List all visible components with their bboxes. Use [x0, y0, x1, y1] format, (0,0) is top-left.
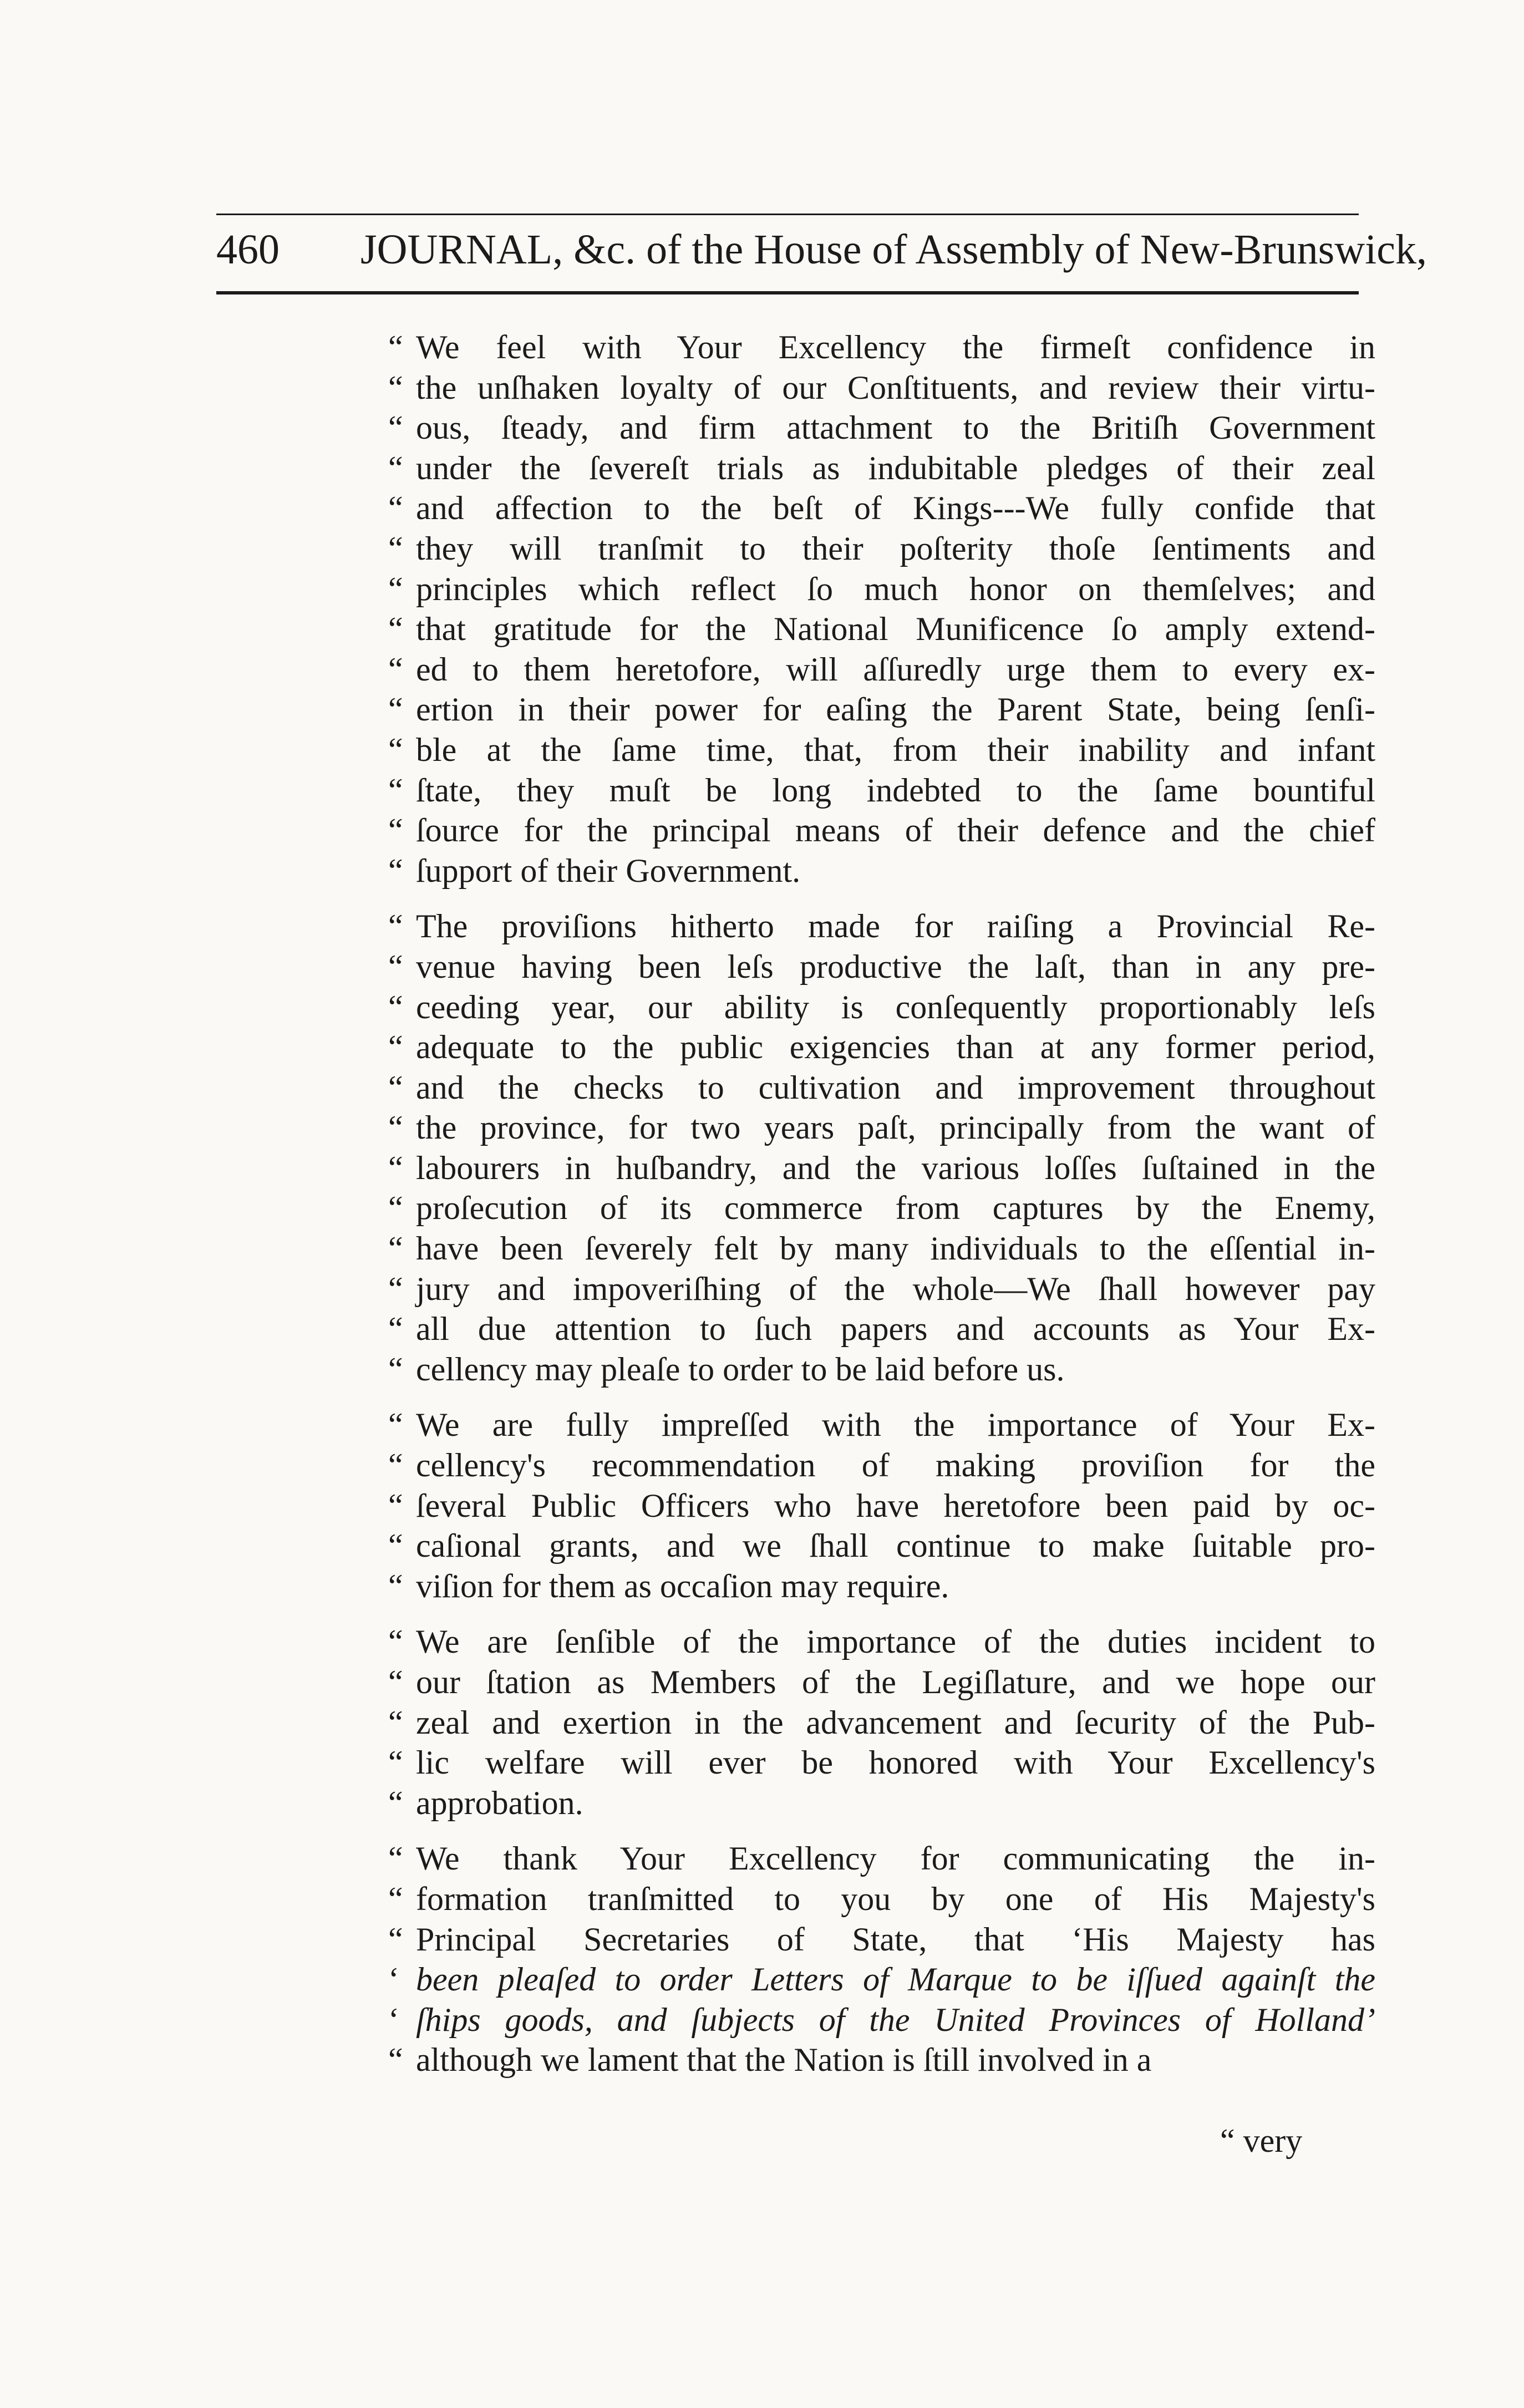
line-text: ceeding year, our ability is conſequently proportionably leſs	[416, 988, 1375, 1025]
text-line	[388, 2040, 1375, 2080]
line-text: and affection to the beſt of Kings---We fully confide that	[416, 490, 1375, 527]
text-line	[388, 947, 1375, 987]
line-text: formation tranſmitted to you by one of His Majesty's	[416, 1880, 1375, 1917]
text-line	[388, 1269, 1375, 1309]
line-text: The proviſions hitherto made for raiſing a Provincial Re-	[416, 908, 1375, 945]
quote-mark: “	[388, 1149, 403, 1186]
quote-mark: “	[388, 948, 403, 985]
text-line	[388, 408, 1375, 448]
quote-mark: “	[388, 988, 403, 1025]
text-line	[388, 1027, 1375, 1068]
line-text: although we lament that the Nation is ſtill involved in a	[416, 2041, 1152, 2079]
quote-mark: “	[388, 1029, 403, 1066]
text-line	[388, 1566, 1375, 1607]
text-line	[388, 327, 1375, 368]
line-text: that gratitude for the National Munificence ſo amply extend-	[416, 611, 1375, 648]
text-line	[388, 448, 1375, 489]
quote-mark: “	[388, 570, 403, 607]
text-line	[388, 689, 1375, 730]
quote-mark: “	[388, 369, 403, 406]
line-text: Principal Secretaries of State, that ‘His Majesty has	[416, 1921, 1375, 1958]
line-text: adequate to the public exigencies than at any former period,	[416, 1029, 1375, 1066]
quote-mark: “	[388, 1704, 403, 1741]
line-text: ous, ſteady, and firm attachment to the Britiſh Government	[416, 409, 1375, 446]
text-line	[388, 1526, 1375, 1566]
line-text: We are fully impreſſed with the importance of Your Ex-	[416, 1406, 1375, 1444]
quote-mark: “	[388, 329, 403, 365]
text-line	[388, 1622, 1375, 1662]
text-line	[388, 987, 1375, 1028]
quote-mark: “	[388, 1840, 403, 1877]
text-line	[388, 1783, 1375, 1823]
quote-mark: “	[388, 1109, 403, 1146]
text-line	[388, 1445, 1375, 1486]
line-text: proſecution of its commerce from captures by the Enemy,	[416, 1190, 1375, 1227]
line-text: ſource for the principal means of their defence and the chief	[416, 812, 1375, 849]
line-text: cellency may pleaſe to order to be laid before us.	[416, 1350, 1065, 1388]
line-text: labourers in huſbandry, and the various loſſes ſuſtained in the	[416, 1149, 1375, 1186]
quote-mark: “	[388, 1487, 403, 1524]
text-line	[388, 730, 1375, 770]
line-text: all due attention to ſuch papers and accounts as Your Ex-	[416, 1310, 1375, 1348]
line-text: ſupport of their Government.	[416, 852, 801, 889]
text-line	[388, 368, 1375, 408]
text-line	[388, 1309, 1375, 1349]
quote-mark: “	[388, 1921, 403, 1958]
text-line	[388, 1405, 1375, 1445]
line-text: ſtate, they muſt be long indebted to the ſame bountiful	[416, 771, 1375, 809]
quote-mark: “	[388, 1447, 403, 1484]
quote-mark: “	[388, 449, 403, 486]
quote-mark: “	[388, 1880, 403, 1917]
line-text: been pleaſed to order Letters of Marque to be iſſued againſt the	[416, 1961, 1375, 1998]
quote-mark: “	[388, 691, 403, 728]
paragraph	[388, 1622, 1375, 1823]
text-line	[388, 1068, 1375, 1108]
line-text: ſhips goods, and ſubjects of the United Provinces of Holland’	[416, 2001, 1375, 2038]
paragraph	[388, 327, 1375, 891]
text-line	[388, 810, 1375, 851]
quote-mark: “	[388, 1664, 403, 1700]
text-line	[388, 1108, 1375, 1148]
quote-mark: “	[388, 490, 403, 527]
text-line	[388, 1228, 1375, 1269]
quote-mark: “	[388, 1230, 403, 1267]
line-text: and the checks to cultivation and improvement throughout	[416, 1069, 1375, 1106]
text-line	[388, 1919, 1375, 1960]
line-text: principles which reflect ſo much honor on themſelves; and	[416, 570, 1375, 607]
page-number: 460	[216, 226, 280, 273]
text-line	[388, 649, 1375, 690]
line-text: the province, for two years paſt, principally from the want of	[416, 1109, 1375, 1146]
line-text: We are ſenſible of the importance of the duties incident to	[416, 1623, 1375, 1660]
quote-mark: “	[388, 1190, 403, 1227]
quote-mark: “	[388, 1270, 403, 1307]
quote-mark: “	[388, 908, 403, 945]
text-line	[388, 1838, 1375, 1879]
text-line	[388, 488, 1375, 529]
line-text: We feel with Your Excellency the firmeſt confidence in	[416, 329, 1375, 365]
document-body	[388, 327, 1375, 2096]
quote-mark: “	[388, 651, 403, 688]
quote-mark: “	[388, 2041, 403, 2079]
line-text: they will tranſmit to their poſterity thoſe ſentiments and	[416, 530, 1375, 567]
line-text: ſeveral Public Officers who have heretofore been paid by oc-	[416, 1487, 1375, 1524]
line-text: ble at the ſame time, that, from their inability and infant	[416, 731, 1375, 768]
running-title: JOURNAL, &c. of the House of Assembly of New-Brunswick,	[360, 226, 1427, 273]
quote-mark: “	[388, 1744, 403, 1781]
quote-mark: “	[388, 852, 403, 889]
paragraph	[388, 1838, 1375, 2080]
line-text: venue having been leſs productive the laſt, than in any pre-	[416, 948, 1375, 985]
quote-mark: ‘	[388, 2001, 399, 2038]
line-text: approbation.	[416, 1784, 583, 1821]
text-line	[388, 1879, 1375, 1919]
quote-mark: “	[388, 409, 403, 446]
line-text: ertion in their power for eaſing the Parent State, being ſenſi-	[416, 691, 1375, 728]
text-line	[388, 851, 1375, 891]
text-line	[388, 1349, 1375, 1390]
text-line	[388, 1662, 1375, 1703]
page-header	[216, 222, 1427, 283]
line-text: viſion for them as occaſion may require.	[416, 1567, 949, 1604]
text-line	[388, 2000, 1375, 2040]
line-text: lic welfare will ever be honored with Your Excellency's	[416, 1744, 1375, 1781]
line-text: We thank Your Excellency for communicating the in-	[416, 1840, 1375, 1877]
quote-mark: “	[388, 1350, 403, 1388]
line-text: ed to them heretofore, will aſſuredly urge them to every ex-	[416, 651, 1375, 688]
line-text: zeal and exertion in the advancement and ſecurity of the Pub-	[416, 1704, 1375, 1741]
line-text: the unſhaken loyalty of our Conſtituents, and review their virtu-	[416, 369, 1375, 406]
quote-mark: “	[388, 611, 403, 648]
text-line	[388, 569, 1375, 609]
text-line	[388, 1148, 1375, 1188]
header-top-rule	[216, 214, 1359, 215]
quote-mark: “	[388, 1567, 403, 1604]
text-line	[388, 1743, 1375, 1783]
line-text: caſional grants, and we ſhall continue to make ſuitable pro-	[416, 1527, 1375, 1564]
paragraph	[388, 1405, 1375, 1606]
line-text: jury and impoveriſhing of the whole—We ſhall however pay	[416, 1270, 1375, 1307]
text-line	[388, 1486, 1375, 1526]
paragraph	[388, 906, 1375, 1389]
text-line	[388, 1959, 1375, 2000]
quote-mark: “	[388, 812, 403, 849]
line-text: under the ſevereſt trials as indubitable pledges of their zeal	[416, 449, 1375, 486]
quote-mark: “	[388, 1527, 403, 1564]
line-text: have been ſeverely felt by many individuals to the eſſential in-	[416, 1230, 1375, 1267]
line-text: our ſtation as Members of the Legiſlature, and we hope our	[416, 1664, 1375, 1700]
text-line	[388, 770, 1375, 811]
text-line	[388, 1703, 1375, 1743]
quote-mark: “	[388, 1069, 403, 1106]
quote-mark: “	[388, 1406, 403, 1444]
text-line	[388, 529, 1375, 569]
header-bottom-rule	[216, 291, 1359, 294]
quote-mark: “	[388, 771, 403, 809]
text-line	[388, 609, 1375, 649]
line-text: cellency's recommendation of making proviſion for the	[416, 1447, 1375, 1484]
text-line	[388, 906, 1375, 947]
quote-mark: “	[388, 731, 403, 768]
quote-mark: ‘	[388, 1961, 399, 1998]
quote-mark: “	[388, 530, 403, 567]
catchword: “ very	[1220, 2122, 1303, 2159]
quote-mark: “	[388, 1784, 403, 1821]
quote-mark: “	[388, 1623, 403, 1660]
quote-mark: “	[388, 1310, 403, 1348]
text-line	[388, 1188, 1375, 1228]
